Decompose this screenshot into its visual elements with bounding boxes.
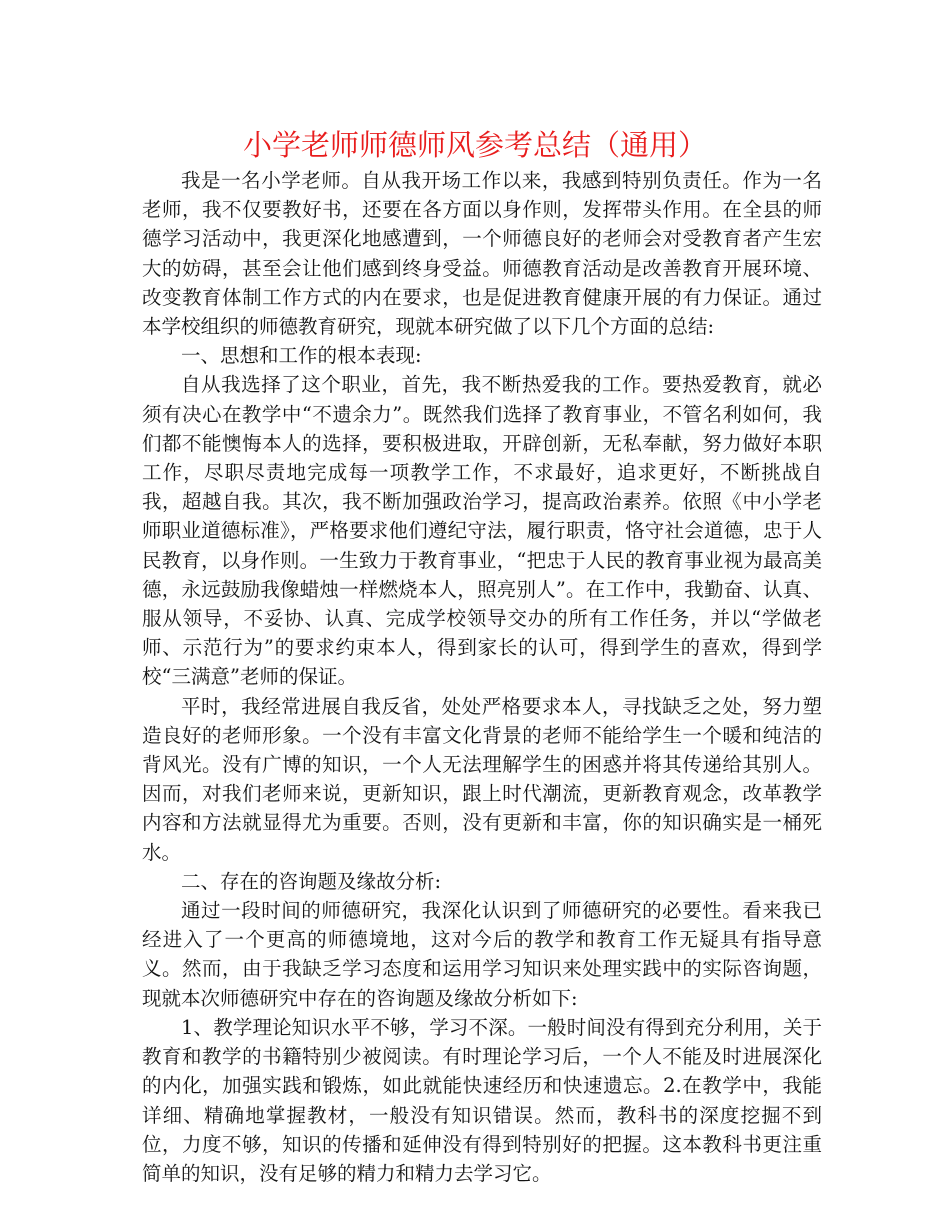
section-heading-2: 二、存在的咨询题及缘故分析: — [181, 869, 442, 893]
document-body — [142, 166, 822, 1188]
paragraph-intro: 我是一名小学老师。自从我开场工作以来，我感到特别负责任。作为一名老师，我不仅要教好书，还要在各方面以身作则，发挥带头作用。在全县的师德学习活动中，我更深化地感遭到，一个师德良好的老师会对受教育者产生宏大的妨碍，甚至会让他们感到终身受益。师德教育活动是改善教育开展环境、改变教育体制工作方式的内在要求，也是促进教育健康开展的有力保证。通过本学校组织的师德教育研究，现就本研究做了以下几个方面的总结: — [142, 169, 822, 339]
document-title: 小学老师师德师风参考总结（通用） — [242, 128, 707, 162]
paragraph-section-1-b: 平时，我经常进展自我反省，处处严格要求本人，寻找缺乏之处，努力塑造良好的老师形象。一个没有丰富文化背景的老师不能给学生一个暖和纯洁的背风光。没有广博的知识，一个人无法理解学生的困惑并将其传递给其别人。因而，对我们老师来说，更新知识，跟上时代潮流，更新教育观念，改革教学内容和方法就显得尤为重要。否则，没有更新和丰富，你的知识确实是一桶死水。 — [142, 694, 822, 864]
paragraph-section-2-a: 通过一段时间的师德研究，我深化认识到了师德研究的必要性。看来我已经进入了一个更高的师德境地，这对今后的教学和教育工作无疑具有指导意义。然而，由于我缺乏学习态度和运用学习知识来处理实践中的实际咨询题，现就本次师德研究中存在的咨询题及缘故分析如下: — [142, 899, 822, 1010]
paragraph-section-2-b: 1、教学理论知识水平不够，学习不深。一般时间没有得到充分利用，关于教育和教学的书籍特别少被阅读。有时理论学习后，一个人不能及时进展深化的内化，加强实践和锻炼，如此就能快速经历和快速遗忘。2.在教学中，我能详细、精确地掌握教材，一般没有知识错误。然而，教科书的深度挖掘不到位，力度不够，知识的传播和延伸没有得到特别好的把握。这本教科书更注重简单的知识，没有足够的精力和精力去学习它。 — [142, 1015, 822, 1185]
paragraph-section-1-a: 自从我选择了这个职业，首先，我不断热爱我的工作。要热爱教育，就必须有决心在教学中“不遗余力”。既然我们选择了教育事业，不管名利如何，我们都不能懊悔本人的选择，要积极进取，开辟创新，无私奉献，努力做好本职工作，尽职尽责地完成每一项教学工作，不求最好，追求更好，不断挑战自我，超越自我。其次，我不断加强政治学习，提高政治素养。依照《中小学老师职业道德标准》，严格要求他们遵纪守法，履行职责，恪守社会道德，忠于人民教育，以身作则。一生致力于教育事业，“把忠于人民的教育事业视为最高美德，永远鼓励我像蜡烛一样燃烧本人，照亮别人”。在工作中，我勤奋、认真、服从领导，不妥协、认真、完成学校领导交办的所有工作任务，并以“学做老师、示范行为”的要求约束本人，得到家长的认可，得到学生的喜欢，得到学校“三满意”老师的保证。 — [142, 373, 822, 689]
section-heading-1: 一、思想和工作的根本表现: — [181, 344, 422, 368]
